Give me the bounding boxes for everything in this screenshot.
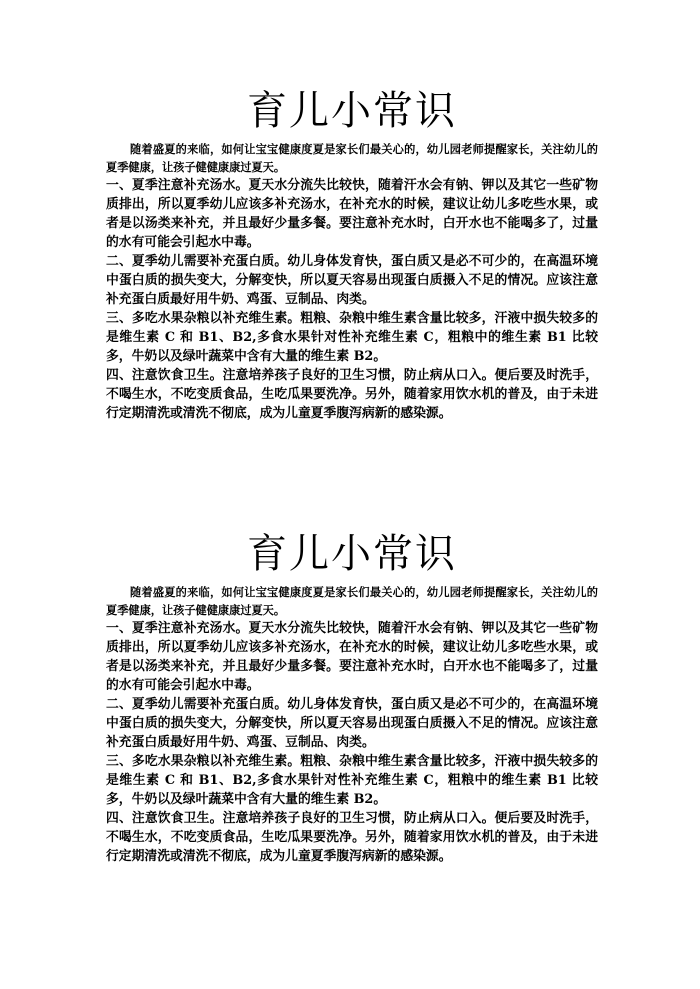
document-section-2 [106, 531, 598, 866]
document-title: 育儿小常识 [247, 531, 457, 577]
tip-paragraph-3: 三、多吃水果杂粮以补充维生素。粗粮、杂粮中维生素含量比较多，汗液中损失较多的是维生素 C 和 B1、B2,多食水果针对性补充维生素 C，粗粮中的维生素 B1 比较多，牛奶以及绿叶蔬菜中含有大量的维生素 B2。 [106, 311, 598, 364]
tip-paragraph-4: 四、注意饮食卫生。注意培养孩子良好的卫生习惯，防止病从口入。便后要及时洗手，不喝生水，不吃变质食品，生吃瓜果要洗净。另外，随着家用饮水机的普及，由于未进行定期清洗或清洗不彻底，成为儿童夏季腹泻病新的感染源。 [106, 811, 598, 864]
intro-paragraph: 随着盛夏的来临，如何让宝宝健康度夏是家长们最关心的，幼儿园老师提醒家长，关注幼儿的夏季健康，让孩子健健康康过夏天。 [106, 142, 598, 174]
tip-paragraph-3: 三、多吃水果杂粮以补充维生素。粗粮、杂粮中维生素含量比较多，汗液中损失较多的是维生素 C 和 B1、B2,多食水果针对性补充维生素 C，粗粮中的维生素 B1 比较多，牛奶以及绿叶蔬菜中含有大量的维生素 B2。 [106, 754, 598, 807]
tip-paragraph-1: 一、夏季注意补充汤水。夏天水分流失比较快，随着汗水会有钠、钾以及其它一些矿物质排出，所以夏季幼儿应该多补充汤水，在补充水的时候，建议让幼儿多吃些水果，或者是以汤类来补充，并且最好少量多餐。要注意补充水时，白开水也不能喝多了，过量的水有可能会引起水中毒。 [106, 178, 598, 250]
document-section-1 [106, 88, 598, 423]
tip-paragraph-2: 二、夏季幼儿需要补充蛋白质。幼儿身体发育快，蛋白质又是必不可少的，在高温环境中蛋白质的损失变大，分解变快，所以夏天容易出现蛋白质摄入不足的情况。应该注意补充蛋白质最好用牛奶、鸡蛋、豆制品、肉类。 [106, 697, 598, 750]
tip-paragraph-2: 二、夏季幼儿需要补充蛋白质。幼儿身体发育快，蛋白质又是必不可少的，在高温环境中蛋白质的损失变大，分解变快，所以夏天容易出现蛋白质摄入不足的情况。应该注意补充蛋白质最好用牛奶、鸡蛋、豆制品、肉类。 [106, 254, 598, 307]
tip-paragraph-4: 四、注意饮食卫生。注意培养孩子良好的卫生习惯，防止病从口入。便后要及时洗手，不喝生水，不吃变质食品，生吃瓜果要洗净。另外，随着家用饮水机的普及，由于未进行定期清洗或清洗不彻底，成为儿童夏季腹泻病新的感染源。 [106, 368, 598, 421]
document-title: 育儿小常识 [247, 88, 457, 134]
tip-paragraph-1: 一、夏季注意补充汤水。夏天水分流失比较快，随着汗水会有钠、钾以及其它一些矿物质排出，所以夏季幼儿应该多补充汤水，在补充水的时候，建议让幼儿多吃些水果，或者是以汤类来补充，并且最好少量多餐。要注意补充水时，白开水也不能喝多了，过量的水有可能会引起水中毒。 [106, 621, 598, 693]
intro-paragraph: 随着盛夏的来临，如何让宝宝健康度夏是家长们最关心的，幼儿园老师提醒家长，关注幼儿的夏季健康，让孩子健健康康过夏天。 [106, 585, 598, 617]
